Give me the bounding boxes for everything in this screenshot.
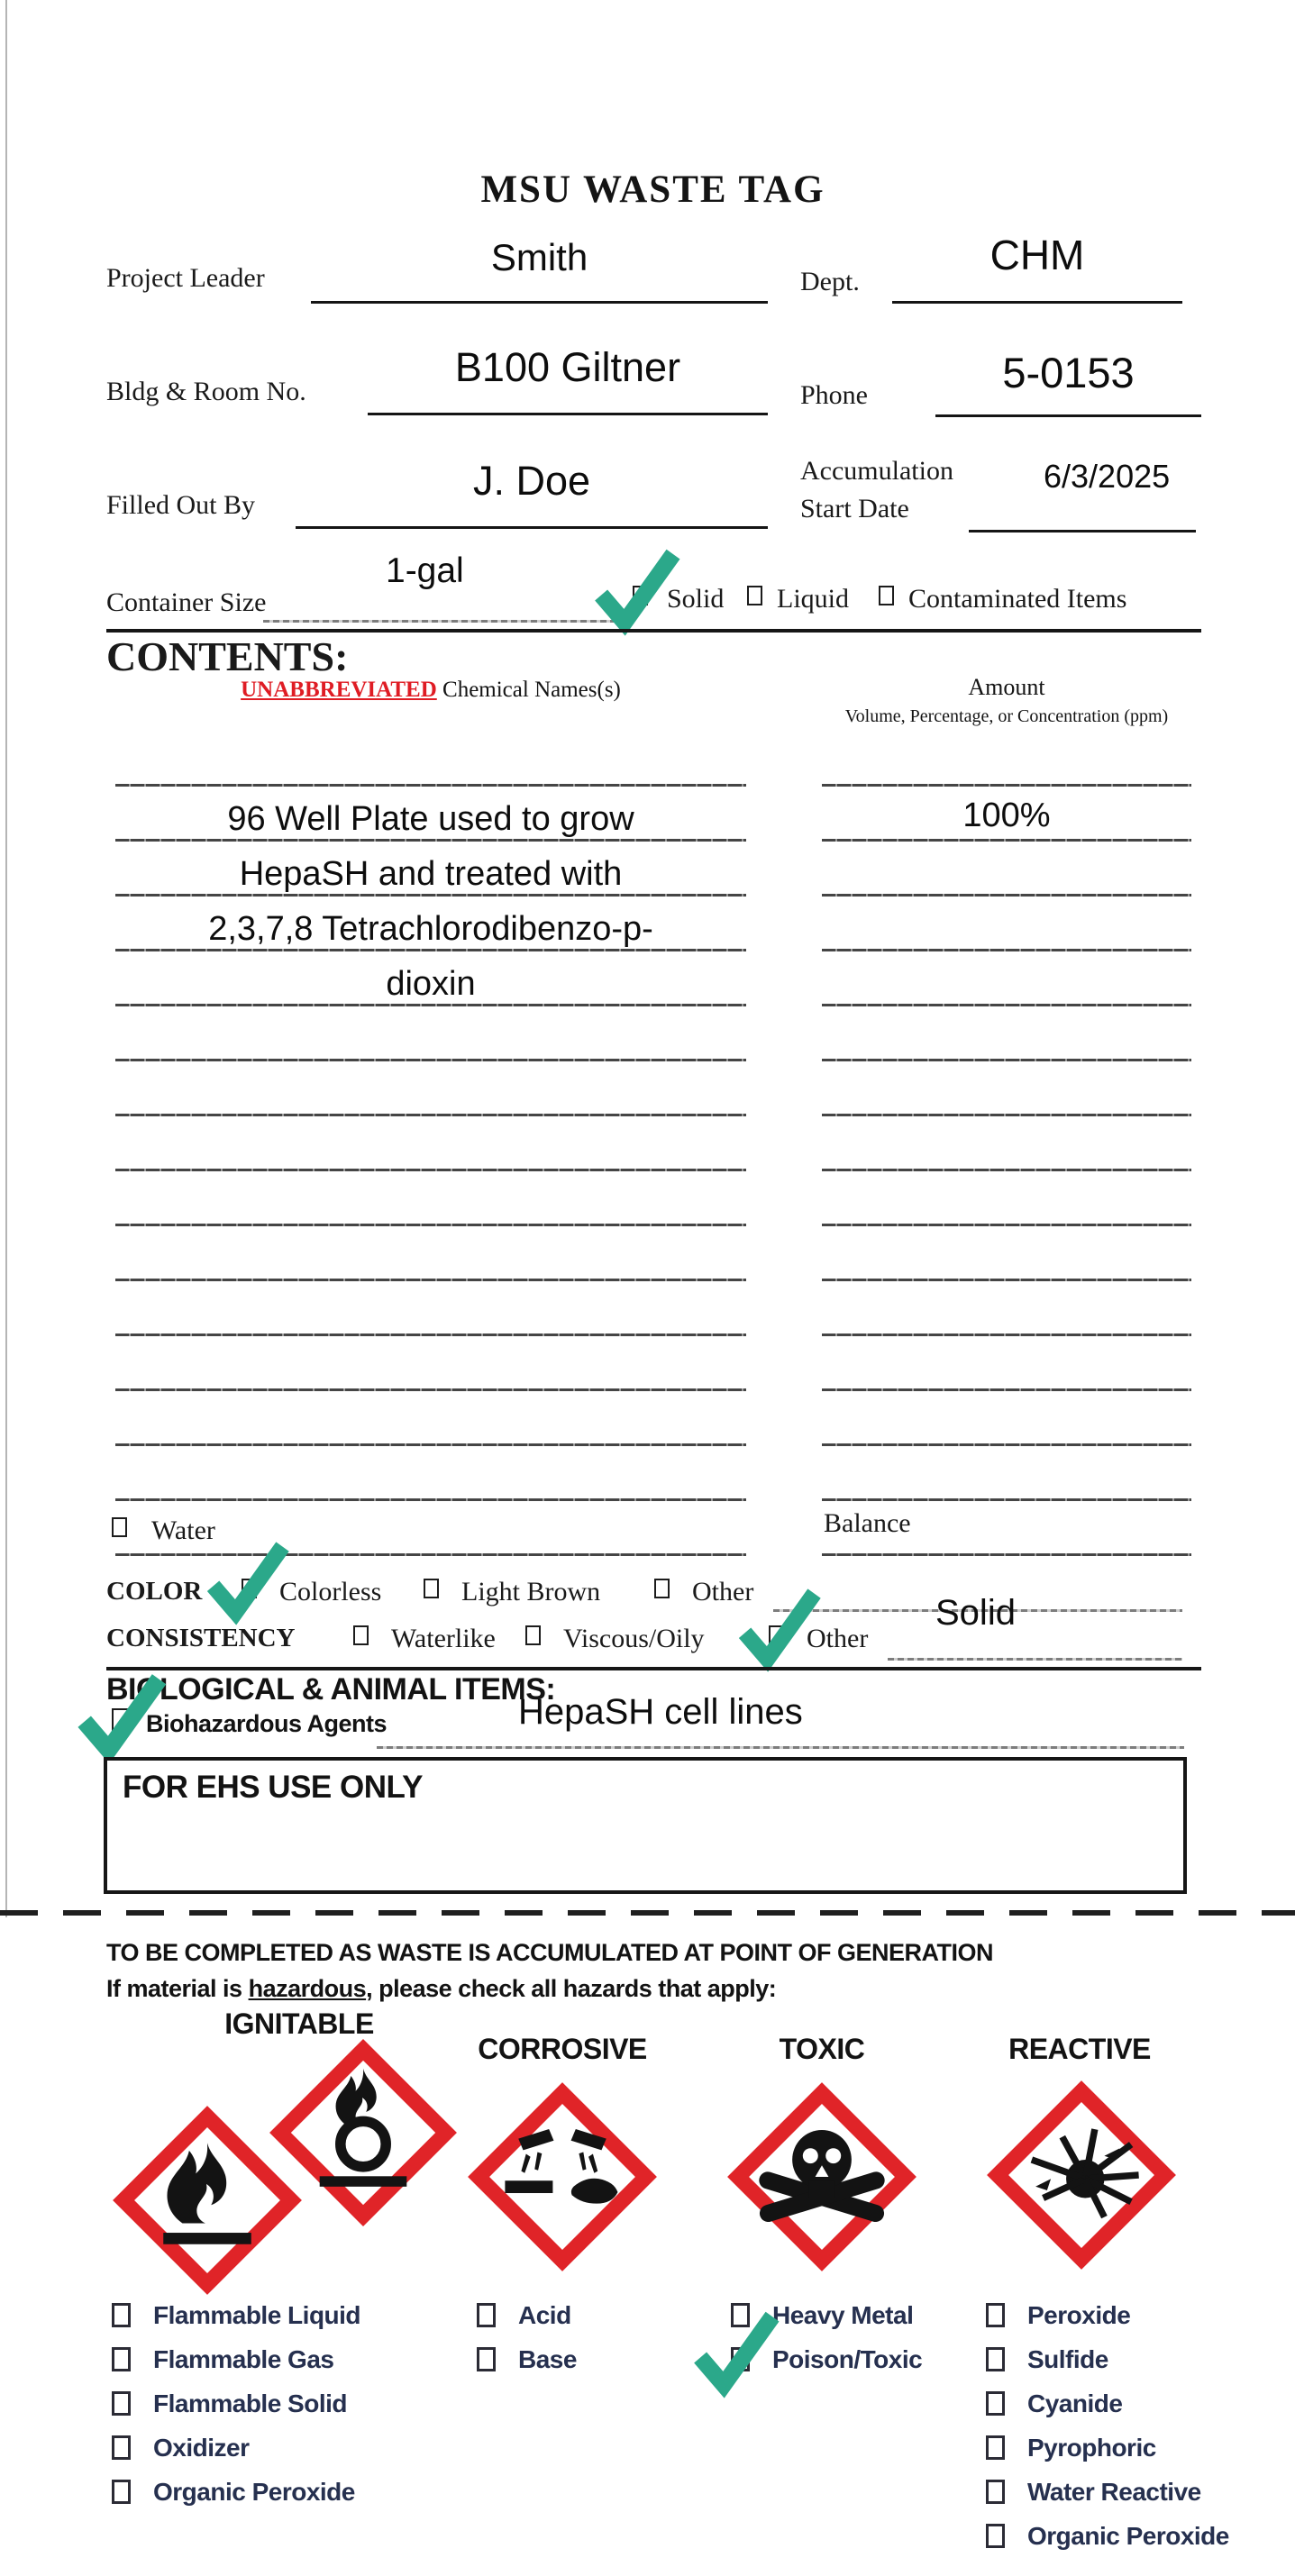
- accumulation-line[interactable]: [969, 530, 1196, 532]
- consistency-other-checkbox[interactable]: [769, 1625, 784, 1645]
- amount-line[interactable]: [822, 1553, 1191, 1556]
- organic-peroxide-reactive-label: Organic Peroxide: [1027, 2522, 1229, 2550]
- section-rule-biological: [106, 1667, 1201, 1670]
- liquid-label: Liquid: [777, 584, 849, 614]
- peroxide-checkbox[interactable]: [986, 2303, 1005, 2327]
- project-leader-line[interactable]: [311, 301, 768, 304]
- amount-line[interactable]: [822, 1169, 1191, 1171]
- water-checkbox[interactable]: [112, 1517, 127, 1537]
- peroxide-label: Peroxide: [1027, 2301, 1131, 2329]
- amount-line[interactable]: [822, 784, 1191, 787]
- contaminated-items-checkbox[interactable]: [879, 586, 894, 605]
- consistency-other-label: Other: [807, 1624, 869, 1653]
- flammable-liquid-label: Flammable Liquid: [153, 2301, 361, 2329]
- water-label: Water: [151, 1516, 215, 1545]
- accumulation-label-line1: Accumulation: [800, 456, 953, 486]
- amount-line[interactable]: [822, 1224, 1191, 1226]
- chemical-names-header: [115, 678, 746, 703]
- waterlike-label: Waterlike: [391, 1624, 496, 1653]
- chemical-line[interactable]: [115, 1388, 746, 1391]
- chemical-line[interactable]: [115, 1224, 746, 1226]
- flammable-liquid-checkbox[interactable]: [112, 2303, 131, 2327]
- amount-subheader: Volume, Percentage, or Concentration (ppm): [844, 706, 1169, 726]
- organic-peroxide-reactive-checkbox[interactable]: [986, 2524, 1005, 2548]
- amount-line[interactable]: [822, 949, 1191, 951]
- oxidizer-checkbox[interactable]: [112, 2435, 131, 2460]
- contaminated-items-label: Contaminated Items: [908, 584, 1127, 614]
- amount-line[interactable]: [822, 1334, 1191, 1336]
- poison-toxic-checkbox[interactable]: [731, 2347, 750, 2371]
- heavy-metal-checkbox[interactable]: [731, 2303, 750, 2327]
- chemical-line[interactable]: [115, 839, 746, 842]
- chemical-entry-text[interactable]: HepaSH and treated with: [239, 855, 623, 893]
- toxic-header: TOXIC: [779, 2033, 865, 2065]
- light-brown-label: Light Brown: [461, 1577, 601, 1607]
- amount-entry-text[interactable]: 100%: [962, 796, 1051, 834]
- flame-icon: [112, 2105, 303, 2296]
- chemical-line[interactable]: [115, 1059, 746, 1061]
- consistency-other-line[interactable]: [888, 1658, 1182, 1661]
- container-size-value[interactable]: 1-gal: [386, 551, 464, 590]
- container-size-line[interactable]: [263, 620, 626, 623]
- phone-line[interactable]: [935, 414, 1201, 417]
- filled-out-by-value[interactable]: J. Doe: [472, 458, 591, 504]
- biological-heading: BIOLOGICAL & ANIMAL ITEMS:: [106, 1672, 556, 1707]
- chemical-entry-text[interactable]: 96 Well Plate used to grow: [227, 800, 634, 838]
- base-checkbox[interactable]: [477, 2347, 496, 2371]
- biohazardous-agents-value[interactable]: HepaSH cell lines: [518, 1692, 803, 1732]
- bldg-room-value[interactable]: B100 Giltner: [454, 344, 681, 390]
- consistency-label: CONSISTENCY: [106, 1624, 296, 1652]
- chemical-line[interactable]: [115, 1279, 746, 1281]
- amount-line[interactable]: [822, 1279, 1191, 1281]
- exploding-bomb-icon: [986, 2080, 1177, 2271]
- chemical-line[interactable]: [115, 1443, 746, 1446]
- color-label: COLOR: [106, 1577, 203, 1606]
- viscous-oily-label: Viscous/Oily: [563, 1624, 705, 1653]
- color-other-checkbox[interactable]: [654, 1579, 670, 1598]
- skull-crossbones-icon: [726, 2081, 917, 2272]
- chemical-line[interactable]: [115, 1498, 746, 1501]
- pyrophoric-checkbox[interactable]: [986, 2435, 1005, 2460]
- sulfide-label: Sulfide: [1027, 2345, 1108, 2373]
- bottom-instruction-line2: [106, 1975, 776, 2003]
- corrosive-header: CORROSIVE: [478, 2033, 647, 2065]
- amount-line[interactable]: [822, 1388, 1191, 1391]
- page-edge-line: [5, 0, 7, 1917]
- chemical-line[interactable]: [115, 784, 746, 787]
- flammable-gas-checkbox[interactable]: [112, 2347, 131, 2371]
- ehs-use-only-label: FOR EHS USE ONLY: [123, 1770, 423, 1805]
- flammable-gas-label: Flammable Gas: [153, 2345, 334, 2373]
- page-title: MSU WASTE TAG: [480, 168, 825, 211]
- project-leader-label: Project Leader: [106, 263, 265, 293]
- biohazardous-agents-checkbox[interactable]: [112, 1708, 129, 1731]
- biohazardous-agents-line[interactable]: [377, 1746, 1184, 1749]
- color-other-label: Other: [692, 1577, 754, 1607]
- amount-line[interactable]: [822, 1004, 1191, 1006]
- accumulation-label-line2: Start Date: [800, 494, 909, 523]
- filled-out-by-line[interactable]: [296, 526, 768, 529]
- bottom-instruction-line1: TO BE COMPLETED AS WASTE IS ACCUMULATED AT POINT OF GENERATION: [106, 1939, 994, 1966]
- chemical-line[interactable]: [115, 1334, 746, 1336]
- oxidizer-label: Oxidizer: [153, 2434, 250, 2462]
- corrosion-icon: [467, 2081, 658, 2272]
- acid-label: Acid: [518, 2301, 571, 2329]
- waterlike-checkbox[interactable]: [353, 1625, 369, 1645]
- perforation-divider: [0, 1910, 1295, 1916]
- dept-label: Dept.: [800, 267, 860, 296]
- amount-line[interactable]: [822, 839, 1191, 842]
- bldg-room-line[interactable]: [368, 413, 768, 415]
- line2-suffix: , please check all hazards that apply:: [366, 1975, 777, 2002]
- phone-label: Phone: [800, 380, 868, 410]
- project-leader-value[interactable]: Smith: [490, 236, 588, 278]
- chemical-line[interactable]: [115, 1004, 746, 1006]
- filled-out-by-label: Filled Out By: [106, 490, 256, 520]
- chemical-entry-text[interactable]: 2,3,7,8 Tetrachlorodibenzo-p-: [208, 910, 653, 948]
- chemical-line[interactable]: [115, 1114, 746, 1116]
- amount-line[interactable]: [822, 1498, 1191, 1501]
- chemical-line[interactable]: [115, 894, 746, 897]
- light-brown-checkbox[interactable]: [424, 1579, 439, 1598]
- colorless-checkbox[interactable]: [242, 1579, 257, 1598]
- colorless-label: Colorless: [279, 1577, 382, 1607]
- container-size-label: Container Size: [106, 587, 267, 617]
- cyanide-label: Cyanide: [1027, 2389, 1123, 2417]
- amount-header: Amount: [968, 674, 1045, 700]
- biohazardous-agents-label: Biohazardous Agents: [146, 1710, 388, 1737]
- accumulation-value[interactable]: 6/3/2025: [1044, 458, 1171, 495]
- bldg-room-label: Bldg & Room No.: [106, 377, 306, 406]
- amount-line[interactable]: [822, 1059, 1191, 1061]
- balance-label: Balance: [824, 1508, 911, 1538]
- poison-toxic-label: Poison/Toxic: [772, 2345, 923, 2373]
- base-label: Base: [518, 2345, 577, 2373]
- amount-line[interactable]: [822, 894, 1191, 897]
- organic-peroxide-ignitable-checkbox[interactable]: [112, 2480, 131, 2504]
- solid-label: Solid: [667, 584, 725, 614]
- heavy-metal-label: Heavy Metal: [772, 2301, 914, 2329]
- dept-value[interactable]: CHM: [989, 232, 1085, 278]
- amount-line[interactable]: [822, 1114, 1191, 1116]
- organic-peroxide-ignitable-label: Organic Peroxide: [153, 2478, 355, 2506]
- contents-heading: CONTENTS:: [106, 633, 349, 679]
- ignitable-header: IGNITABLE: [224, 2007, 374, 2040]
- chemical-names-text: Chemical Names(s): [436, 678, 621, 702]
- sulfide-checkbox[interactable]: [986, 2347, 1005, 2371]
- chemical-entry-text[interactable]: dioxin: [386, 965, 476, 1003]
- chemical-line[interactable]: [115, 1553, 746, 1556]
- pyrophoric-label: Pyrophoric: [1027, 2434, 1156, 2462]
- chemical-line[interactable]: [115, 1169, 746, 1171]
- flammable-solid-label: Flammable Solid: [153, 2389, 347, 2417]
- flammable-solid-checkbox[interactable]: [112, 2391, 131, 2416]
- cyanide-checkbox[interactable]: [986, 2391, 1005, 2416]
- phone-value[interactable]: 5-0153: [1002, 349, 1135, 396]
- unabbreviated-text: UNABBREVIATED: [241, 678, 437, 702]
- amount-line[interactable]: [822, 1443, 1191, 1446]
- line2-hazardous: hazardous: [248, 1975, 367, 2002]
- consistency-other-value[interactable]: Solid: [935, 1593, 1016, 1633]
- water-reactive-label: Water Reactive: [1027, 2478, 1201, 2506]
- viscous-oily-checkbox[interactable]: [525, 1625, 541, 1645]
- reactive-header: REACTIVE: [1008, 2033, 1151, 2065]
- liquid-checkbox[interactable]: [747, 586, 762, 605]
- line2-prefix: If material is: [106, 1975, 249, 2002]
- acid-checkbox[interactable]: [477, 2303, 496, 2327]
- water-reactive-checkbox[interactable]: [986, 2480, 1005, 2504]
- solid-checkbox[interactable]: [633, 586, 648, 605]
- chemical-line[interactable]: [115, 949, 746, 951]
- dept-line[interactable]: [892, 301, 1182, 304]
